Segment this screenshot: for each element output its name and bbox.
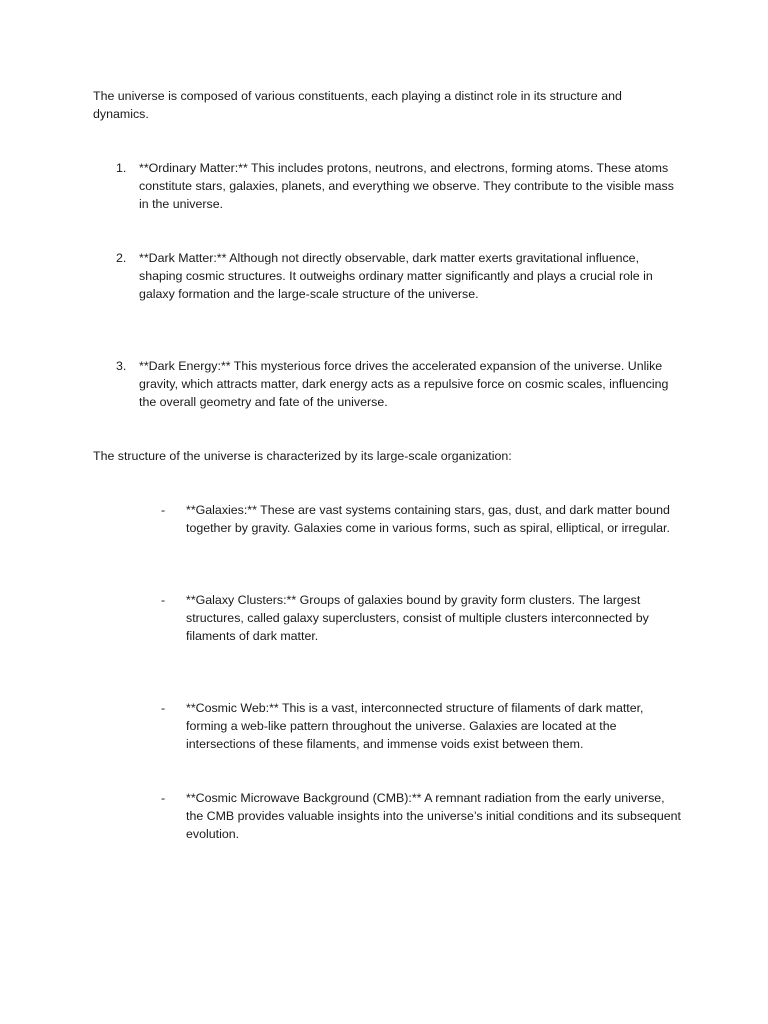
list-number: 3. [116, 359, 127, 373]
numbered-list-item [116, 357, 676, 411]
list-number: 1. [116, 161, 127, 175]
numbered-list-item [116, 159, 676, 213]
list-dash: - [161, 791, 166, 805]
intro-paragraph: The universe is composed of various constituents, each playing a distinct role in its structure and dynamics. [93, 89, 622, 121]
list-item-text: **Cosmic Web:** This is a vast, interconnected structure of filaments of dark matter, forming a web-like pattern throughout the universe. Galaxies are located at the intersections of these filaments, and immense voids exist between them. [186, 701, 644, 751]
bullet-list-item [161, 501, 681, 537]
list-dash: - [161, 701, 166, 715]
list-item-text: **Cosmic Microwave Background (CMB):** A remnant radiation from the early universe, the CMB provides valuable insights into the universe’s initial conditions and its subsequent evolution. [186, 791, 681, 841]
bullet-list-item [161, 591, 681, 645]
list-item-text: **Ordinary Matter:** This includes protons, neutrons, and electrons, forming atoms. These atoms constitute stars, galaxies, planets, and everything we observe. They contribute to the visible mass in the universe. [139, 161, 674, 211]
bullet-list-item [161, 789, 681, 843]
list-dash: - [161, 503, 166, 517]
list-dash: - [161, 593, 166, 607]
list-item-text: **Dark Energy:** This mysterious force drives the accelerated expansion of the universe. Unlike gravity, which attracts matter, dark energy acts as a repulsive force on cosmic scales, influencing the overall geometry and fate of the universe. [139, 359, 669, 409]
numbered-list-item [116, 249, 676, 303]
list-item-text: **Dark Matter:** Although not directly observable, dark matter exerts gravitational influence, shaping cosmic structures. It outweighs ordinary matter significantly and plays a crucial role in galaxy formation and the large-scale structure of the universe. [139, 251, 653, 301]
list-item-text: **Galaxies:** These are vast systems containing stars, gas, dust, and dark matter bound together by gravity. Galaxies come in various forms, such as spiral, elliptical, or irregular. [186, 503, 670, 535]
list-number: 2. [116, 251, 127, 265]
structure-intro-paragraph: The structure of the universe is characterized by its large-scale organization: [93, 449, 512, 463]
bullet-list-item [161, 699, 681, 753]
list-item-text: **Galaxy Clusters:** Groups of galaxies bound by gravity form clusters. The largest structures, called galaxy superclusters, consist of multiple clusters interconnected by filaments of dark matter. [186, 593, 649, 643]
